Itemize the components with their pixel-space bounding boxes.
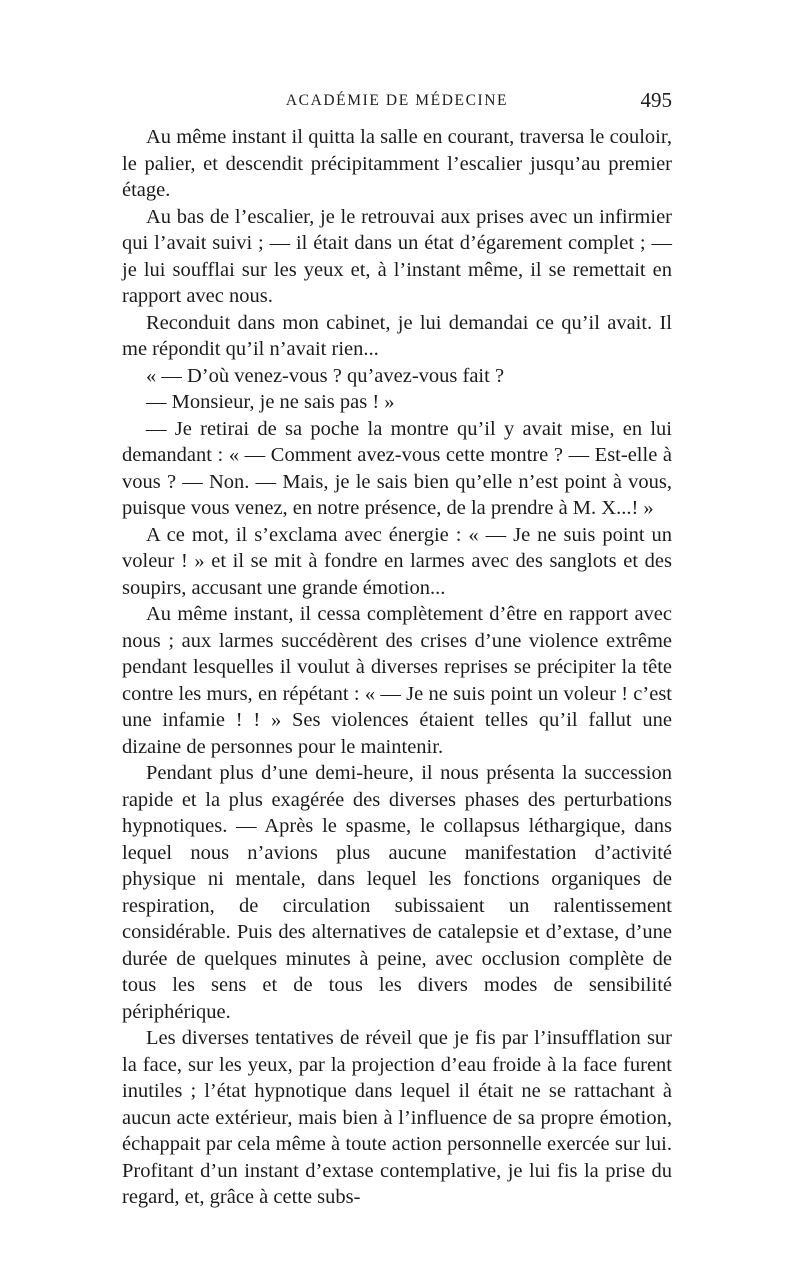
paragraph: Les diverses tentatives de réveil que je fis par l’insufflation sur la face, sur les yeux, par la projection d’eau froide à la face furent inutiles ; l’état hypnotique dans lequel il était ne se rattachant à aucun acte extérieur, mais bien à l’influence de sa propre émotion, échappait par cela même à toute action personnelle exercée sur lui. Profitant d’un instant d’extase contemplative, je lui fis la prise du regard, et, grâce à cette subs- <box>122 1027 672 1208</box>
paragraph: A ce mot, il s’exclama avec énergie : « — Je ne suis point un voleur ! » et il se mit à fondre en larmes avec des sanglots et des soupirs, accusant une grande émotion... <box>122 523 672 599</box>
paragraph: Pendant plus d’une demi-heure, il nous présenta la succession rapide et la plus exagérée des diverses phases des perturbations hypnotiques. — Après le spasme, le collapsus léthargique, dans lequel nous n’avions plus aucune manifestation d’activité physique ni mentale, dans lequel les fonctions organiques de respiration, de circulation subissaient un ralentissement considérable. Puis des alternatives de catalepsie et d’extase, d’une durée de quelques minutes à peine, avec occlusion complète de tous les sens et de tous les divers modes de sensibilité périphérique. <box>122 762 672 1023</box>
running-head: ACADÉMIE DE MÉDECINE <box>285 92 509 109</box>
paragraph: Reconduit dans mon cabinet, je lui demandai ce qu’il avait. Il me répondit qu’il n’avait rien... <box>122 311 672 360</box>
paragraph: Au même instant il quitta la salle en courant, traversa le couloir, le palier, et descendit précipitamment l’escalier jusqu’au premier étage. <box>122 126 672 201</box>
paragraph: — Je retirai de sa poche la montre qu’il y avait mise, en lui demandant : « — Comment avez-vous cette montre ? — Est-elle à vous ? — Non. — Mais, je le sais bien qu’elle n’est point à vous, puisque vous venez, en notre présence, de la prendre à M. X...! » <box>122 417 672 519</box>
page-number: 495 <box>640 88 672 112</box>
dialogue-line: « — D’où venez-vous ? qu’avez-vous fait ? <box>146 364 505 387</box>
dialogue-line: — Monsieur, je ne sais pas ! » <box>146 391 395 413</box>
page-header <box>122 88 672 118</box>
body-text <box>122 124 672 1211</box>
paragraph: Au même instant, il cessa complètement d’être en rapport avec nous ; aux larmes succédèrent des crises d’une violence extrême pendant lesquelles il voulut à diverses reprises se précipiter la tête contre les murs, en répétant : « — Je ne suis point un voleur ! c’est une infamie ! ! » Ses violences étaient telles qu’il fallut une dizaine de personnes pour le maintenir. <box>122 603 672 758</box>
paragraph: Au bas de l’escalier, je le retrouvai aux prises avec un infirmier qui l’avait suivi ; — il était dans un état d’égarement complet ; — je lui soufflai sur les yeux et, à l’instant même, il se remettait en rapport avec nous. <box>122 205 672 307</box>
